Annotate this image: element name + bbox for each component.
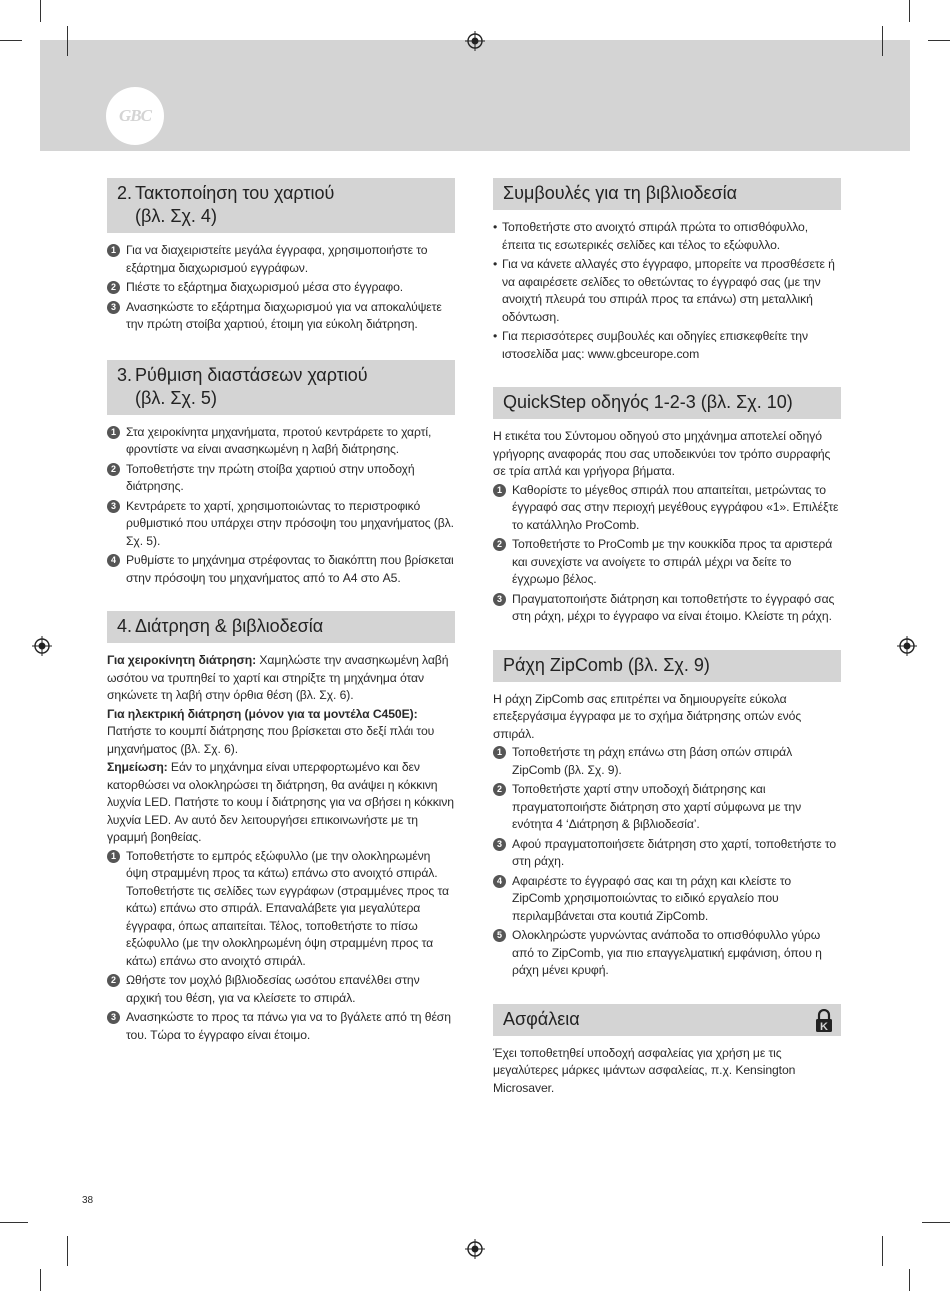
- paragraph-label: Για ηλεκτρική διάτρηση (μόνον για τα μοντέλα C450E):: [107, 706, 418, 721]
- section-subtitle: (βλ. Σχ. 5): [135, 387, 217, 408]
- section-heading-security: [493, 1004, 841, 1036]
- registration-mark-icon: [465, 1239, 485, 1259]
- crop-mark: [40, 0, 41, 22]
- step-number-icon: 2: [107, 281, 120, 294]
- bullet-text: Για να κάνετε αλλαγές στο έγγραφο, μπορείτε να προσθέσετε ή να αφαιρέσετε σελίδες το οθετώντας το έγγραφό σας (με την ανοιχτή πλευρά του σπιράλ προς τα επάνω) στη μεταλλική οδόντωση.: [502, 257, 835, 324]
- step-text: Ανασηκώστε το εξάρτημα διαχωρισμού για να αποκαλύψετε την πρώτη στοίβα χαρτιού, έτοιμη για εύκολη διάτρηση.: [126, 299, 442, 331]
- registration-mark-icon: [897, 636, 917, 656]
- step-number-icon: 3: [493, 593, 506, 606]
- paragraph-text: Πατήστε το κουμπί διάτρησης που βρίσκεται στο δεξί πλάι του μηχανήματος (βλ. Σχ. 6).: [107, 724, 435, 756]
- step-number-icon: 3: [107, 301, 120, 314]
- step-text: Τοποθετήστε την πρώτη στοίβα χαρτιού στην υποδοχή διάτρησης.: [126, 461, 415, 493]
- bullet-text: Τοποθετήστε στο ανοιχτό σπιράλ πρώτα το οπισθόφυλλο, έπειτα τις εσωτερικές σελίδες και τέλος το εξώφυλλο.: [502, 220, 809, 252]
- step-text: Πιέστε το εξάρτημα διαχωρισμού μέσα στο έγγραφο.: [126, 280, 404, 294]
- step-number-icon: 3: [107, 1011, 120, 1024]
- section-number: 4.: [117, 616, 133, 636]
- intro-paragraph: Η ετικέτα του Σύντομου οδηγού στο μηχάνημα αποτελεί οδηγό γρήγορης αναφοράς που σας υποδεικνύει τον τρόπο συρραφής σε τρία απλά και γρήγορα βήματα.: [493, 429, 831, 478]
- gbc-logo: GBC: [106, 87, 164, 145]
- list-item: [107, 299, 455, 334]
- list-item: [107, 498, 455, 551]
- list-item: [107, 972, 455, 1007]
- list-item: [493, 781, 841, 834]
- step-text: Ρυθμίστε το μηχάνημα στρέφοντας το διακόπτη που βρίσκεται στην πρόσοψη του μηχανήματος από το A4 στο A5.: [126, 553, 454, 585]
- step-text: Κεντράρετε το χαρτί, χρησιμοποιώντας το περιστροφικό ρυθμιστικό που υπάρχει στην πρόσοψη του μηχανήματος (βλ. Σχ. 5).: [126, 498, 454, 548]
- crop-mark: [0, 1222, 28, 1223]
- step-text: Στα χειροκίνητα μηχανήματα, προτού κεντράρετε το χαρτί, φροντίστε να είναι ανασηκωμένη η λαβή διάτρησης.: [126, 424, 432, 456]
- section-number: 3.: [117, 364, 133, 385]
- list-item: [493, 536, 841, 589]
- note-paragraph: [107, 759, 455, 847]
- section-title: Ράχη ZipComb (βλ. Σχ. 9): [503, 654, 710, 675]
- list-item: [493, 328, 841, 363]
- step-text: Αφαιρέστε το έγγραφό σας και τη ράχη και κλείστε το ZipComb χρησιμοποιώντας το ειδικό εργαλείο που περιλαμβάνεται στα κουτιά ZipComb.: [512, 873, 792, 923]
- list-item: [493, 219, 841, 254]
- list-item: [107, 424, 455, 459]
- security-paragraph: Έχει τοποθετηθεί υποδοχή ασφαλείας για χρήση με τις μεγαλύτερες μάρκες ιμάντων ασφαλείας, π.χ. Kensington Microsaver.: [493, 1045, 796, 1095]
- section-heading-quickstep: [493, 387, 841, 419]
- step-text: Ανασηκώστε το προς τα πάνω για να το βγάλετε από τη θέση του. Τώρα το έγγραφο είναι έτοιμο.: [126, 1010, 451, 1042]
- step-number-icon: 4: [107, 554, 120, 567]
- crop-mark: [40, 1269, 41, 1291]
- section-heading-4: [107, 611, 455, 643]
- list-item: [107, 552, 455, 587]
- crop-mark: [909, 1269, 910, 1291]
- list-item: [493, 836, 841, 871]
- left-column: [107, 178, 455, 1046]
- step-number-icon: 1: [493, 484, 506, 497]
- step-text: Καθορίστε το μέγεθος σπιράλ που απαιτείται, μετρώντας το έγγραφό σας στην περιοχή μεγέθους εγγράφου «1». Επιλέξτε το κατάλληλο ProComb.: [512, 482, 839, 532]
- list-item: [107, 1009, 455, 1044]
- section-title: Τακτοποίηση του χαρτιού: [135, 183, 335, 203]
- step-text: Τοποθετήστε το ProComb με την κουκκίδα προς τα αριστερά και συνεχίστε να ανοίγετε το σπιράλ μέχρι να δείτε το έγχρωμο βέλος.: [512, 537, 833, 586]
- step-number-icon: 1: [493, 746, 506, 759]
- list-item: [107, 461, 455, 496]
- section-heading-2: [107, 178, 455, 233]
- step-text: Τοποθετήστε τη ράχη επάνω στη βάση οπών σπιράλ ZipComb (βλ. Σχ. 9).: [512, 745, 793, 777]
- crop-mark: [0, 40, 22, 41]
- list-item: [493, 591, 841, 626]
- step-number-icon: 1: [107, 244, 120, 257]
- crop-mark: [67, 1236, 68, 1266]
- section-number: 2.: [117, 183, 133, 203]
- paragraph-label: Σημείωση:: [107, 760, 168, 774]
- step-number-icon: 5: [493, 929, 506, 942]
- section-heading-tips: [493, 178, 841, 210]
- crop-mark: [909, 0, 910, 22]
- step-text: Πραγματοποιήστε διάτρηση και τοποθετήστε το έγγραφό σας στη ράχη, μέχρι το έγγραφο να είναι έτοιμο. Κλείστε τη ράχη.: [512, 591, 835, 623]
- list-item: [493, 927, 841, 980]
- list-item: [493, 256, 841, 326]
- paragraph-text: Εάν το μηχάνημα είναι υπερφορτωμένο και δεν κατορθώσει να ολοκληρώσει τη διάτρηση, θα ανάψει η κόκκινη λυχνία LED. Πατήστε το κουμ ί διάτρησης για να σβήσει η κόκκινη λυχνία LED. Αν αυτό δεν λειτουργήσει επικοινωνήστε με τη γραμμή βοηθείας.: [107, 760, 454, 844]
- step-number-icon: 4: [493, 875, 506, 888]
- section-heading-3: [107, 360, 455, 415]
- step-text: Ολοκληρώστε γυρνώντας ανάποδα το οπισθόφυλλο γύρω από το ZipComb, για πιο επαγγελματική εμφάνιση, όπου η ράχη μένει κρυφή.: [512, 928, 822, 977]
- step-text: Τοποθετήστε χαρτί στην υποδοχή διάτρησης και πραγματοποιήστε διάτρηση στο χαρτί σύμφωνα με την ενότητα 4 ‘Διάτρηση & βιβλιοδεσία’.: [512, 782, 802, 831]
- paragraph-label: Για χειροκίνητη διάτρηση:: [107, 653, 257, 667]
- section-title: Ρύθμιση διαστάσεων χαρτιού: [135, 364, 368, 385]
- intro-paragraph: Η ράχη ZipComb σας επιτρέπει να δημιουργείτε εύκολα επεξεργάσιμα έγγραφα με το σχήμα διάτρησης οπών ενός σπιράλ.: [493, 691, 802, 741]
- header-banner: [40, 40, 910, 151]
- right-column: [493, 178, 841, 1098]
- section-title: Συμβουλές για τη βιβλιοδεσία: [503, 183, 738, 203]
- section-title: QuickStep οδηγός 1-2-3 (βλ. Σχ. 10): [503, 392, 793, 412]
- step-text: Ωθήστε τον μοχλό βιβλιοδεσίας ωσότου επανέλθει στην αρχική του θέση, για να κλείσετε το σπιράλ.: [126, 973, 420, 1005]
- list-item: [107, 848, 455, 971]
- list-item: [493, 744, 841, 779]
- list-item: [493, 482, 841, 535]
- step-number-icon: 2: [107, 463, 120, 476]
- section-subtitle: (βλ. Σχ. 4): [135, 206, 217, 226]
- registration-mark-icon: [32, 636, 52, 656]
- bullet-text: Για περισσότερες συμβουλές και οδηγίες επισκεφθείτε την ιστοσελίδα μας: www.gbceurope.com: [502, 329, 808, 361]
- section-heading-zipcomb: [493, 650, 841, 682]
- crop-mark: [67, 26, 68, 56]
- list-item: [493, 873, 841, 926]
- page-number: 38: [82, 1195, 94, 1206]
- paragraph-text: Χαμηλώστε την ανασηκωμένη λαβή ωσότου να τρυπηθεί το χαρτί και στηρίξτε τη μηχάνημα όταν σηκώνετε τη λαβή στην όρθια θέση (βλ. Σχ. 6).: [107, 653, 449, 702]
- kensington-lock-icon: [814, 1009, 834, 1033]
- electric-punching-paragraph: [107, 706, 455, 759]
- crop-mark: [922, 1222, 950, 1223]
- step-number-icon: 3: [107, 500, 120, 513]
- step-number-icon: 2: [493, 783, 506, 796]
- step-number-icon: 2: [493, 538, 506, 551]
- registration-mark-icon: [465, 31, 485, 51]
- manual-punching-paragraph: [107, 652, 455, 705]
- step-number-icon: 1: [107, 850, 120, 863]
- step-text: Τοποθετήστε το εμπρός εξώφυλλο (με την ολοκληρωμένη όψη στραμμένη προς τα κάτω) επάνω στο ανοιχτό σπιράλ. Τοποθετήστε τις σελίδες των εγγράφων (στραμμένες προς τα κάτω) επάνω στο σπιράλ. Επαναλάβετε για μεγαλύτερα έγγραφα, όπως απαιτείται. Τέλος, τοποθετήστε το πίσω εξώφυλλο (με την ολοκληρωμένη όψη στραμμένη προς τα κάτω) επάνω στο ανοιχτό σπιράλ.: [126, 848, 449, 968]
- step-number-icon: 2: [107, 974, 120, 987]
- crop-mark: [928, 40, 950, 41]
- step-text: Αφού πραγματοποιήσετε διάτρηση στο χαρτί, τοποθετήστε το στη ράχη.: [512, 836, 837, 868]
- step-text: Για να διαχειριστείτε μεγάλα έγγραφα, χρησιμοποιήστε το εξάρτημα διαχωρισμού εγγράφων.: [126, 243, 428, 275]
- crop-mark: [882, 1236, 883, 1266]
- crop-mark: [882, 26, 883, 56]
- section-title: Ασφάλεια: [503, 1008, 580, 1029]
- list-item: [107, 242, 455, 277]
- step-number-icon: 1: [107, 426, 120, 439]
- list-item: [107, 279, 455, 297]
- section-title: Διάτρηση & βιβλιοδεσία: [135, 616, 324, 636]
- svg-text:K: K: [820, 1020, 828, 1033]
- step-number-icon: 3: [493, 838, 506, 851]
